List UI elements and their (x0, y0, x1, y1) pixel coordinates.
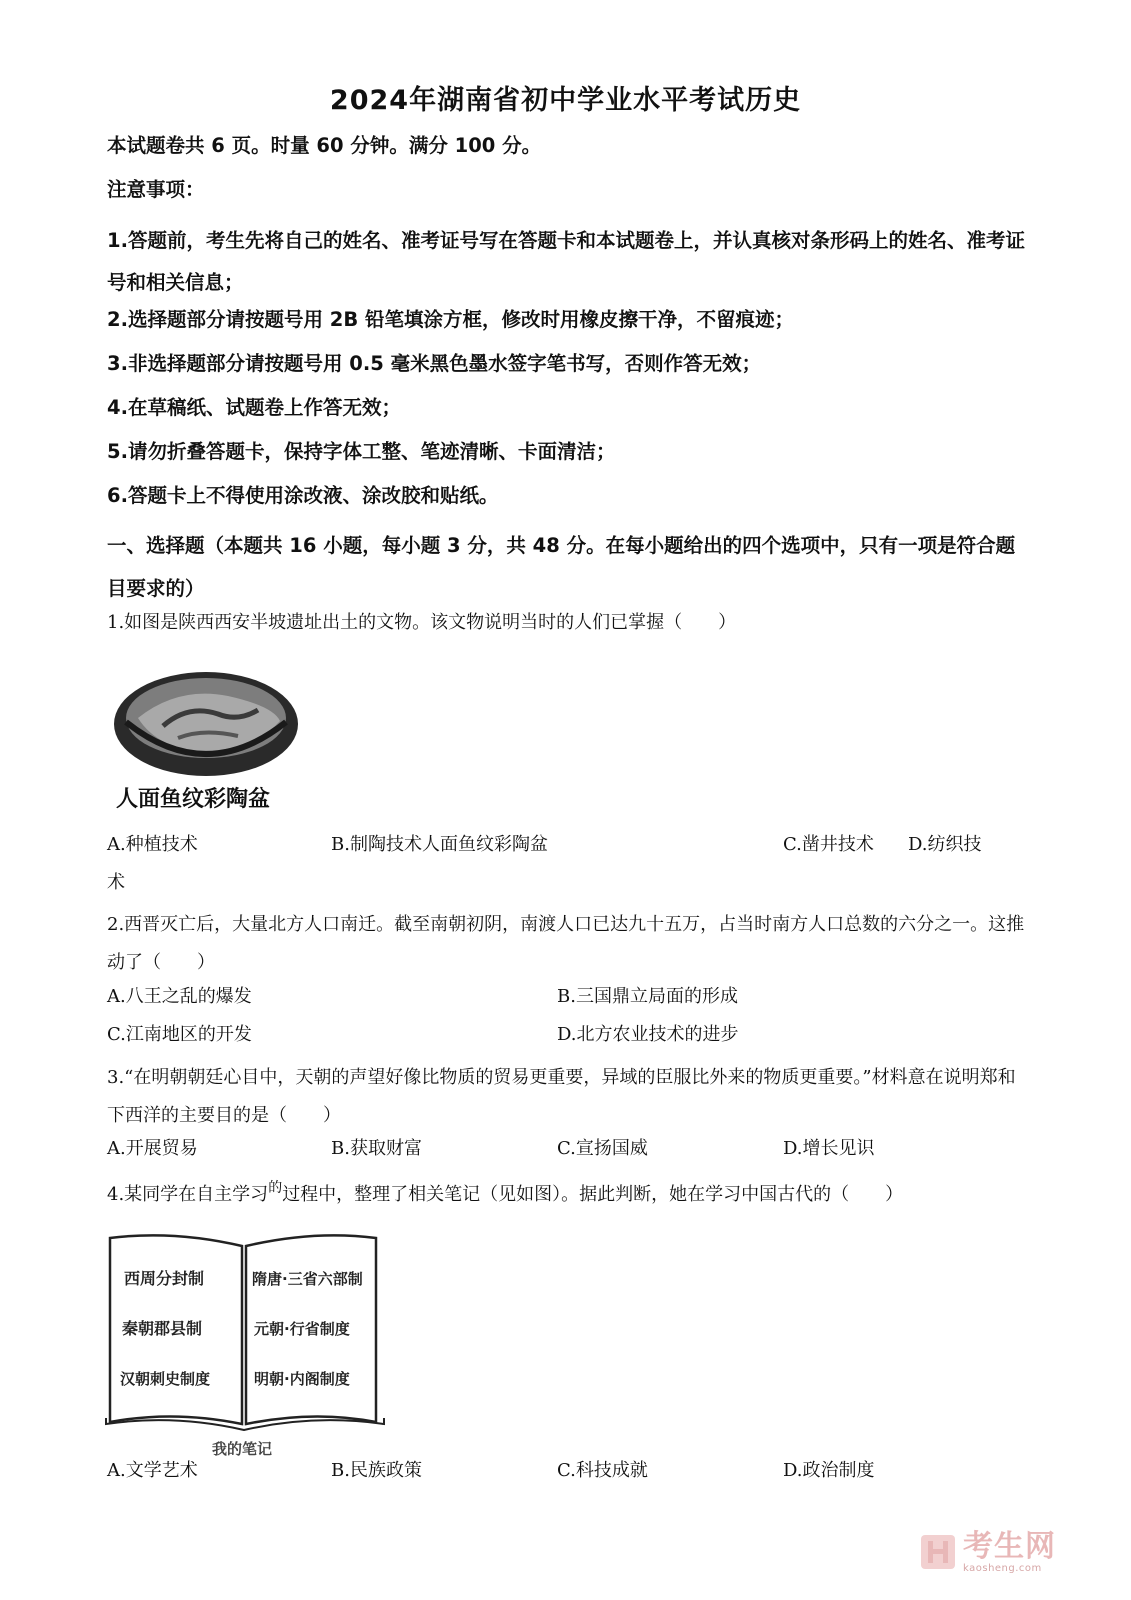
watermark (919, 1524, 1089, 1580)
notice-heading: 注意事项： (107, 178, 205, 201)
notebook-left-2: 秦朝郡县制 (122, 1319, 203, 1338)
question-2-stem: 2.西晋灭亡后，大量北方人口南迁。截至南朝初阴，南渡人口已达九十五万，占当时南方人口总数的六分之一。这推动了（ ） (107, 914, 1025, 973)
q1-option-d-wrap: 术 (107, 872, 125, 893)
q2-option-c[interactable]: C.江南地区的开发 (107, 1024, 252, 1045)
question-3-stem: 3.“在明朝朝廷心目中，天朝的声望好像比物质的贸易更重要，异域的臣服比外来的物质更重要。”材料意在说明郑和下西洋的主要目的是（ ） (107, 1067, 1016, 1126)
q4-stem-part2: 过程中，整理了相关笔记（见如图）。据此判断，她在学习中国古代的（ ） (282, 1184, 904, 1205)
q4-stem-part1: 4.某同学在自主学习 (107, 1184, 269, 1205)
q3-option-b[interactable]: B.获取财富 (331, 1138, 422, 1159)
watermark-text: 考生网 (963, 1528, 1056, 1564)
note-1: 1.答题前，考生先将自己的姓名、准考证号写在答题卡和本试题卷上，并认真核对条形码上的姓名、准考证号和相关信息； (107, 229, 1025, 294)
notebook-bottom-label: 我的笔记 (212, 1440, 273, 1458)
q2-option-d[interactable]: D.北方农业技术的进步 (557, 1024, 739, 1045)
note-3: 3.非选择题部分请按题号用 0.5 毫米黑色墨水签字笔书写，否则作答无效； (107, 352, 762, 375)
section-heading: 一、选择题（本题共 16 小题，每小题 3 分，共 48 分。在每小题给出的四个选项中，只有一项是符合题目要求的） (107, 534, 1016, 600)
notebook-left-3: 汉朝刺史制度 (120, 1370, 211, 1388)
notebook-left-1: 西周分封制 (124, 1269, 205, 1288)
q1-option-a[interactable]: A.种植技术 (107, 834, 198, 855)
q1-option-c[interactable]: C.凿井技术 (783, 834, 874, 855)
q4-option-c[interactable]: C.科技成就 (557, 1460, 648, 1481)
pottery-basin-image (108, 666, 304, 816)
notebook-right-3: 明朝·内阁制度 (254, 1370, 350, 1388)
note-6: 6.答题卡上不得使用涂改液、涂改胶和贴纸。 (107, 484, 499, 507)
q4-option-b[interactable]: B.民族政策 (331, 1460, 422, 1481)
pottery-caption: 人面鱼纹彩陶盆 (116, 787, 271, 812)
question-1-stem: 1.如图是陕西西安半坡遗址出土的文物。该文物说明当时的人们已掌握（ ） (107, 612, 737, 633)
q1-option-b[interactable]: B.制陶技术人面鱼纹彩陶盆 (331, 834, 548, 855)
watermark-logo-icon (919, 1533, 957, 1571)
notebook-image (104, 1228, 389, 1478)
note-4: 4.在草稿纸、试题卷上作答无效； (107, 396, 401, 419)
q3-option-c[interactable]: C.宣扬国威 (557, 1138, 648, 1159)
question-4-stem (107, 1182, 1027, 1209)
note-2: 2.选择题部分请按题号用 2B 铅笔填涂方框，修改时用橡皮擦干净，不留痕迹； (107, 308, 794, 331)
note-5: 5.请勿折叠答题卡，保持字体工整、笔迹清晰、卡面清洁； (107, 440, 616, 463)
watermark-url: kaosheng.com (963, 1562, 1042, 1574)
q4-option-a[interactable]: A.文学艺术 (107, 1460, 198, 1481)
q3-option-d[interactable]: D.增长见识 (783, 1138, 875, 1159)
notebook-right-1: 隋唐·三省六部制 (252, 1270, 363, 1288)
q4-option-d[interactable]: D.政治制度 (783, 1460, 875, 1481)
exam-title: 2024年湖南省初中学业水平考试历史 (329, 85, 802, 116)
q1-option-d[interactable]: D.纺织技 (908, 834, 982, 855)
exam-info: 本试题卷共 6 页。时量 60 分钟。满分 100 分。 (107, 134, 542, 157)
q2-option-a[interactable]: A.八王之乱的爆发 (107, 986, 252, 1007)
notebook-right-2: 元朝·行省制度 (254, 1320, 350, 1338)
q4-stem-super: 的 (268, 1180, 283, 1196)
q2-option-b[interactable]: B.三国鼎立局面的形成 (557, 986, 738, 1007)
q3-option-a[interactable]: A.开展贸易 (107, 1138, 198, 1159)
